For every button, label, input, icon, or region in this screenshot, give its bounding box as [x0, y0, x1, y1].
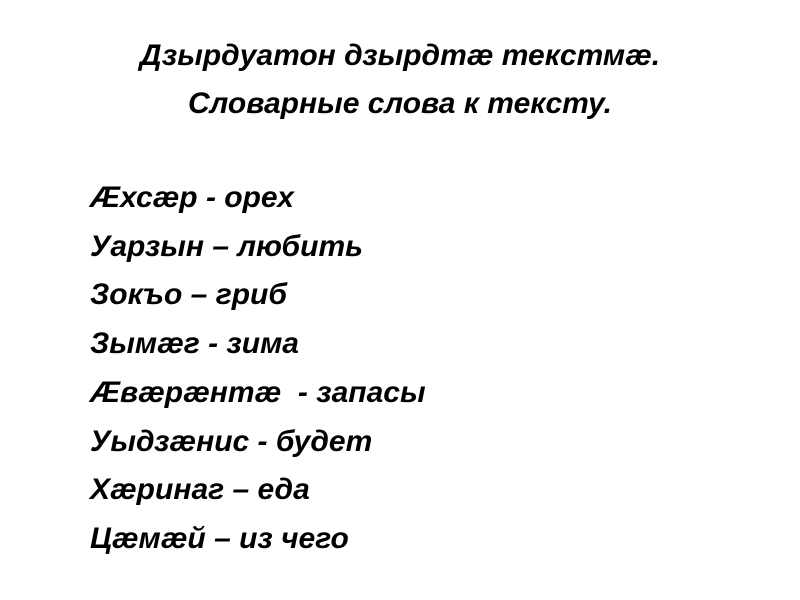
vocabulary-item: Æвæрæнтæ - запасы [90, 375, 426, 409]
title-line-russian: Словарные слова к тексту. [188, 87, 612, 120]
slide-title [0, 32, 800, 128]
title-line-ossetian: Дзырдуатон дзырдтæ текстмæ. [139, 39, 661, 72]
vocabulary-item: Зокъо – гриб [90, 278, 287, 312]
vocabulary-item: Хæринаг – еда [90, 473, 310, 507]
vocabulary-item: Зымæг - зима [90, 327, 299, 361]
vocabulary-item: Уыдзæнис - будет [90, 424, 373, 458]
vocabulary-item: Цæмæй – из чего [90, 521, 349, 555]
vocabulary-item: Æхсæр - орех [90, 181, 294, 214]
vocabulary-item: Уарзын – любить [90, 229, 363, 263]
vocabulary-list [90, 174, 426, 564]
